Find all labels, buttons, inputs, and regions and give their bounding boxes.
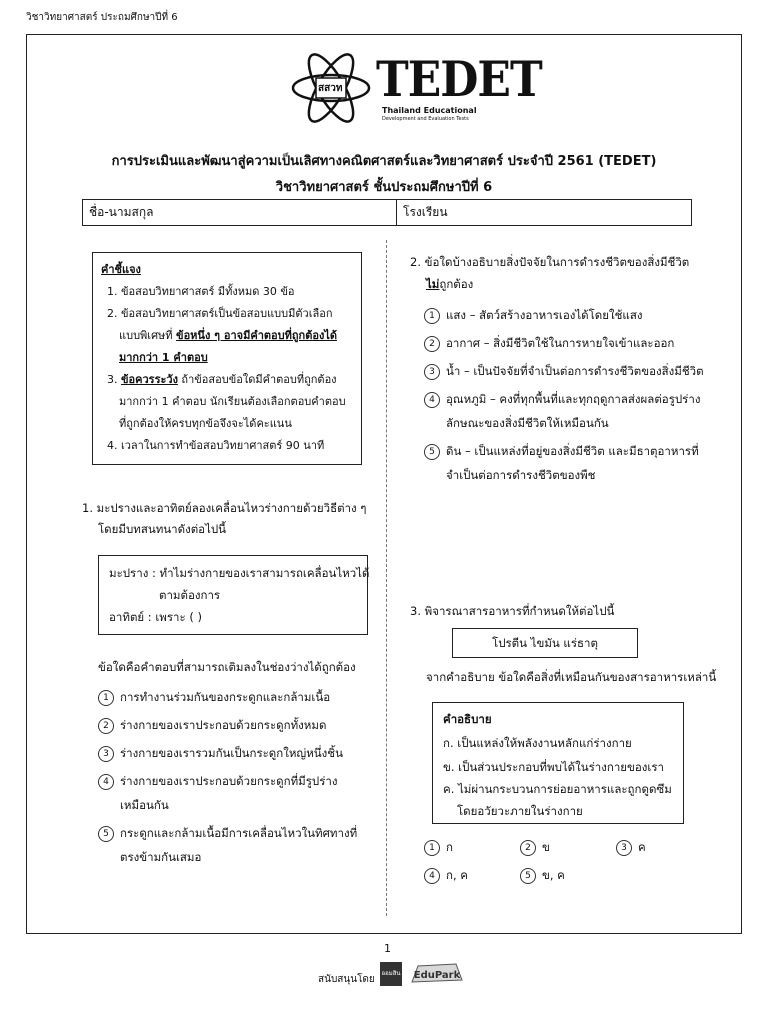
- option-number-icon: 4: [424, 868, 440, 884]
- q1-stem: 1. มะปรางและอาทิตย์ลองเคลื่อนไหวร่างกายด้วยวิธีต่าง ๆ: [82, 501, 367, 515]
- q1-option[interactable]: [98, 745, 343, 763]
- instruction-2-emphasis-cont: มากกว่า 1 คำตอบ: [119, 351, 208, 364]
- q2-option-text: อุณหภูมิ – คงที่ทุกพื้นที่และทุกฤดูกาลส่งผลต่อรูปร่าง: [446, 392, 701, 406]
- q2-stem-negation: ไม่: [426, 277, 440, 291]
- logo-badge-text: สสวท: [318, 83, 343, 94]
- q1-ask: ข้อใดคือคำตอบที่สามารถเติมลงในช่องว่างได้ถูกต้อง: [98, 660, 356, 674]
- q1-option[interactable]: [98, 773, 337, 791]
- q3-option-text: ข: [542, 840, 550, 854]
- page-number: 1: [384, 942, 391, 955]
- q3-desc-item: ข. เป็นส่วนประกอบที่พบได้ในร่างกายของเรา: [443, 760, 664, 774]
- q1-dialog-line2: ตามต้องการ: [159, 588, 221, 602]
- q2-option-text: ดิน – เป็นแหล่งที่อยู่ของสิ่งมีชีวิต และมีธาตุอาหารที่: [446, 444, 699, 458]
- option-number-icon: 2: [98, 718, 114, 734]
- q2-option[interactable]: [424, 307, 642, 325]
- q2-option-text: อากาศ – สิ่งมีชีวิตใช้ในการหายใจเข้าและออก: [446, 336, 675, 350]
- q2-option[interactable]: [424, 443, 699, 461]
- q1-option-text: ร่างกายของเรารวมกันเป็นกระดูกใหญ่หนึ่งชิ้น: [120, 746, 343, 760]
- q3-desc-item: ก. เป็นแหล่งให้พลังงานหลักแก่ร่างกาย: [443, 736, 632, 750]
- q3-stem: 3. พิจารณาสารอาหารที่กำหนดให้ต่อไปนี้: [410, 604, 615, 618]
- instruction-2-cont: [101, 325, 353, 347]
- option-number-icon: 4: [98, 774, 114, 790]
- sponsor-label: สนับสนุนโดย: [318, 974, 375, 985]
- instruction-3: [101, 369, 353, 391]
- option-number-icon: 4: [424, 392, 440, 408]
- name-school-table: [82, 199, 692, 226]
- q3-ask: จากคำอธิบาย ข้อใดคือสิ่งที่เหมือนกันของสารอาหารเหล่านี้: [426, 670, 717, 684]
- option-number-icon: 2: [424, 336, 440, 352]
- q2-stem-cont: [426, 276, 473, 294]
- brand-name: TEDET: [376, 52, 542, 109]
- q3-nutrients-box: โปรตีน ไขมัน แร่ธาตุ: [452, 628, 638, 658]
- q1-option-text: กระดูกและกล้ามเนื้อมีการเคลื่อนไหวในทิศทางที่: [120, 826, 358, 840]
- q2-option[interactable]: [424, 335, 674, 353]
- instruction-2-emphasis: ข้อหนึ่ง ๆ อาจมีคำตอบที่ถูกต้องได้: [176, 329, 337, 342]
- option-number-icon: 2: [520, 840, 536, 856]
- q3-option[interactable]: [424, 867, 468, 885]
- q3-option-text: ก: [446, 840, 453, 854]
- q2-stem-end: ถูกต้อง: [439, 277, 474, 291]
- q1-option[interactable]: [98, 717, 326, 735]
- brand-subtitle-small: Development and Evaluation Tests: [382, 116, 469, 122]
- q3-description-box: [432, 702, 684, 824]
- q2-option-text-cont: จำเป็นต่อการดำรงชีวิตของพืช: [446, 468, 596, 482]
- q3-option[interactable]: [520, 839, 550, 857]
- q1-dialog-line3: อาทิตย์ : เพราะ ( ): [109, 610, 202, 624]
- q3-option[interactable]: [424, 839, 453, 857]
- brand-subtitle: Thailand Educational: [382, 106, 477, 115]
- q2-option-text: แสง – สัตว์สร้างอาหารเองได้โดยใช้แสง: [446, 308, 643, 322]
- q1-option-text: ร่างกายของเราประกอบด้วยกระดูกทั้งหมด: [120, 718, 327, 732]
- instruction-3-num: 3.: [107, 373, 121, 386]
- option-number-icon: 1: [424, 840, 440, 856]
- exam-subtitle: วิชาวิทยาศาสตร์ ชั้นประถมศึกษาปีที่ 6: [275, 180, 493, 195]
- tedet-logo: [290, 50, 542, 130]
- option-number-icon: 1: [98, 690, 114, 706]
- instruction-2-text: แบบพิเศษที่: [119, 329, 177, 342]
- option-number-icon: 5: [98, 826, 114, 842]
- edupark-logo-text: EduPark: [413, 970, 461, 981]
- instructions-heading: คำชี้แจง: [101, 263, 141, 276]
- q2-option-text-cont: ลักษณะของสิ่งมีชีวิตให้เหมือนกัน: [446, 416, 609, 430]
- instruction-3-cont2: ที่ถูกต้องให้ครบทุกข้อจึงจะได้คะแนน: [119, 417, 292, 430]
- q3-desc-item: ค. ไม่ผ่านกระบวนการย่อยอาหารและถูกดูดซึม: [443, 782, 672, 796]
- q1-option[interactable]: [98, 689, 330, 707]
- q3-option[interactable]: [616, 839, 646, 857]
- school-field[interactable]: โรงเรียน: [403, 205, 448, 219]
- q1-option-text: การทำงานร่วมกันของกระดูกและกล้ามเนื้อ: [120, 690, 331, 704]
- name-field[interactable]: ชื่อ-นามสกุล: [83, 200, 397, 225]
- q1-dialog-box: [98, 555, 368, 635]
- option-number-icon: 1: [424, 308, 440, 324]
- q2-stem: 2. ข้อใดบ้างอธิบายสิ่งปัจจัยในการดำรงชีวิตของสิ่งมีชีวิต: [410, 255, 690, 269]
- option-number-icon: 5: [424, 444, 440, 460]
- q1-option-text-cont: ตรงข้ามกันเสมอ: [120, 850, 202, 864]
- header-subject: วิชาวิทยาศาสตร์ ประถมศึกษาปีที่ 6: [26, 12, 178, 23]
- sponsor-logo-gsb: ออมสิน: [380, 962, 402, 986]
- instruction-3-text: ถ้าข้อสอบข้อใดมีคำตอบที่ถูกต้อง: [177, 373, 337, 386]
- q3-option[interactable]: [520, 867, 565, 885]
- q3-option-text: ข, ค: [542, 868, 565, 882]
- q3-desc-item-cont: โดยอวัยวะภายในร่างกาย: [457, 804, 583, 818]
- instructions-box: [92, 252, 362, 465]
- q2-option[interactable]: [424, 391, 700, 409]
- q1-stem-cont: โดยมีบทสนทนาดังต่อไปนี้: [98, 522, 227, 536]
- q1-dialog-line1: มะปราง : ทำไมร่างกายของเราสามารถเคลื่อนไหวได้: [109, 566, 370, 580]
- instruction-4: 4. เวลาในการทำข้อสอบวิทยาศาสตร์ 90 นาที: [107, 439, 325, 452]
- instruction-1: 1. ข้อสอบวิทยาศาสตร์ มีทั้งหมด 30 ข้อ: [107, 285, 295, 298]
- option-number-icon: 3: [424, 364, 440, 380]
- q3-option-text: ก, ค: [446, 868, 468, 882]
- q2-option[interactable]: [424, 363, 704, 381]
- option-number-icon: 5: [520, 868, 536, 884]
- instruction-3-cont1: มากกว่า 1 คำตอบ นักเรียนต้องเลือกตอบคำตอบ: [119, 395, 346, 408]
- q1-option-text-cont: เหมือนกัน: [120, 798, 169, 812]
- instruction-3-warning: ข้อควรระวัง: [121, 373, 178, 386]
- option-number-icon: 3: [98, 746, 114, 762]
- q3-option-text: ค: [638, 840, 646, 854]
- instruction-2: 2. ข้อสอบวิทยาศาสตร์เป็นข้อสอบแบบมีตัวเลือก: [107, 307, 333, 320]
- option-number-icon: 3: [616, 840, 632, 856]
- q1-option[interactable]: [98, 825, 357, 843]
- q2-option-text: น้ำ – เป็นปัจจัยที่จำเป็นต่อการดำรงชีวิตของสิ่งมีชีวิต: [446, 364, 704, 378]
- q3-desc-heading: คำอธิบาย: [443, 712, 492, 726]
- q1-option-text: ร่างกายของเราประกอบด้วยกระดูกที่มีรูปร่าง: [120, 774, 338, 788]
- column-divider: [386, 240, 387, 916]
- exam-title: การประเมินและพัฒนาสู่ความเป็นเลิศทางคณิตศาสตร์และวิทยาศาสตร์ ประจำปี 2561 (TEDET): [111, 154, 657, 169]
- sponsor-logo-edupark: [408, 960, 466, 986]
